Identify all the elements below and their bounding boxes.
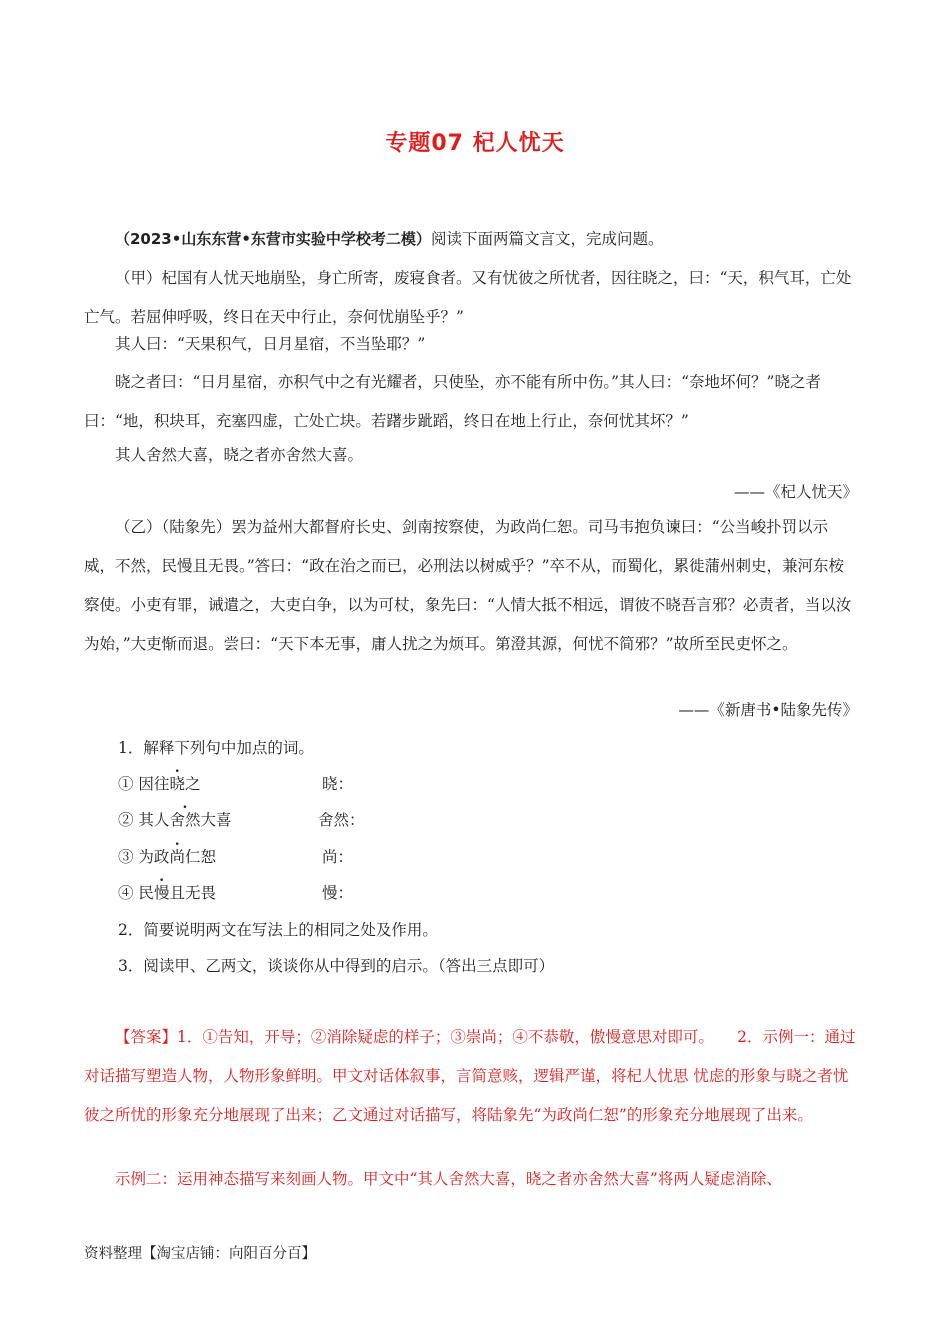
page-title: 专题07 杞人忧天 [385,131,565,156]
question-1-blank: 慢： [322,884,354,902]
passage-a-p1: （甲）杞国有人忧天地崩坠，身亡所寄，废寝食者。又有忧彼之所忧者，因往晓之，曰：“天，积气耳，亡处亡气。若屈伸呼吸，终日在天中行止，奈何忧崩坠乎？” [84,269,852,326]
passage-a-p3: 晓之者曰：“日月星宿，亦积气中之有光耀者，只使坠，亦不能有所中伤。”其人曰：“奈地坏何？”晓之者曰：“地，积块耳，充塞四虚，亡处亡块。若躇步跐蹈，终日在地上行止，奈何忧其坏？” [84,373,821,430]
passage-b-p1: （乙）（陆象先）罢为益州大都督府长史、剑南按察使，为政尚仁恕。司马韦抱负谏曰：“公当峻扑罚以示威，不然，民慢且无畏。”答曰：“政在治之而已，必刑法以树威乎？”卒不从，而蜀化，累徙蒲州刺史，兼河东桉察使。小吏有罪，诫遣之，大吏白争，以为可杖，象先曰：“人情大抵不相远，谓彼不晓吾言邪？必责者，当以汝为始，”大吏惭而退。尝曰：“天下本无事，庸人扰之为烦耳。第澄其源，何忧不简邪？”故所至民吏怀之。 [84,518,852,653]
answer-p1: 【答案】1．①告知，开导；②消除疑虑的样子；③崇尚；④不恭敬，傲慢意思对即可。 2．示例一：通过对话描写塑造人物，人物形象鲜明。甲文对话体叙事，言简意赅，逻辑严谨，将杞人忧思 忧虑的形象与晓之者忧彼之所忧的形象充分地展现了出来；乙文通过对话描写，将陆象先“为政尚仁恕”的形象充分地展现了出来。 [84,1028,856,1124]
question-1-item: ③ 为政尚仁恕 [118,848,216,866]
intro-source: （2023•山东东营•东营市实验中学校考二模） [115,230,431,248]
question-3: 3．阅读甲、乙两文，谈谈你从中得到的启示。（答出三点即可） [118,957,555,975]
intro [84,220,858,259]
question-2: 2．简要说明两文在写法上的相同之处及作用。 [118,921,438,939]
question-1-item: ② 其人舍然大喜 [118,811,232,829]
footer: 资料整理【淘宝店铺：向阳百分百】 [84,1246,316,1262]
passage-a-attribution: ——《杞人忧天》 [733,483,858,501]
question-1-item: ① 因往晓之 [118,775,201,793]
question-1-blank: 舍然： [318,811,365,829]
answer-p2: 示例二：运用神态描写来刻画人物。甲文中“其人舍然大喜，晓之者亦舍然大喜”将两人疑虑消除、 [115,1170,782,1188]
passage-b-attribution: ——《新唐书•陆象先传》 [678,701,858,719]
passage-a-p2: 其人曰：“天果积气，日月星宿，不当坠耶？” [115,335,426,353]
question-1-blank: 尚： [322,848,354,866]
passage-a-p4: 其人舍然大喜，晓之者亦舍然大喜。 [115,446,364,464]
question-1: 1．解释下列句中加点的词。 [118,739,314,757]
question-1-blank: 晓： [322,775,354,793]
question-1-item: ④ 民慢且无畏 [118,884,216,902]
intro-text: 阅读下面两篇文言文，完成问题。 [430,230,664,248]
